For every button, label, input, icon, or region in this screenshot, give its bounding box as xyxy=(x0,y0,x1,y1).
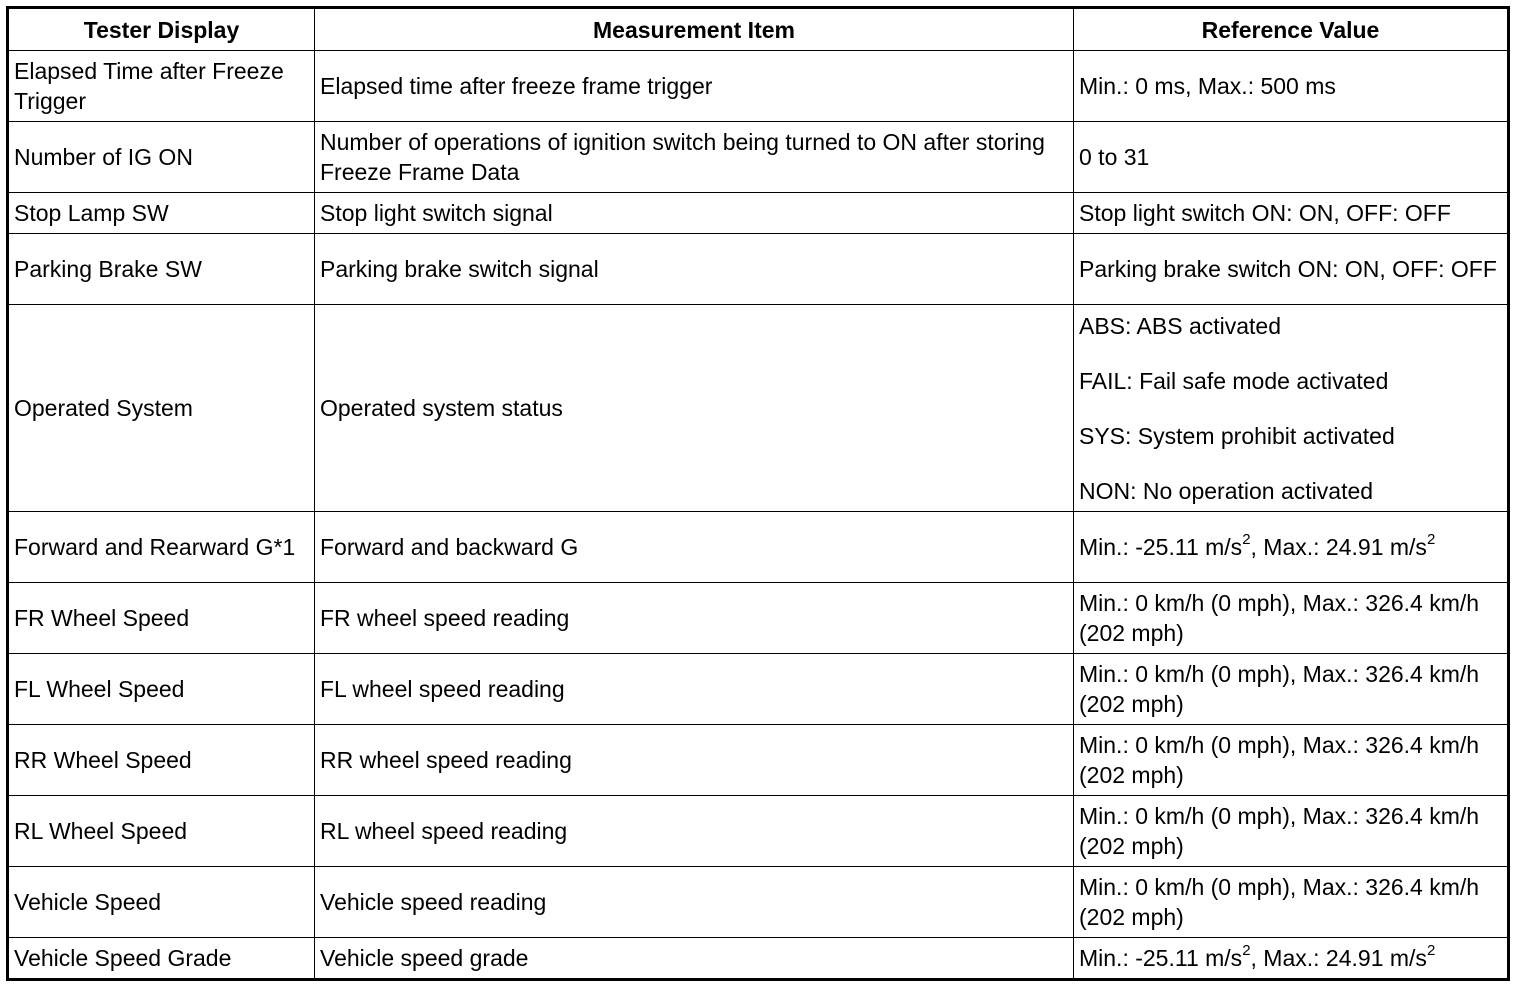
table-row xyxy=(8,654,1509,725)
cell-reference-value xyxy=(1074,938,1509,980)
cell-measurement-item: FL wheel speed reading xyxy=(315,654,1074,725)
table-row xyxy=(8,583,1509,654)
cell-tester-display: Number of IG ON xyxy=(8,122,315,193)
table-row xyxy=(8,796,1509,867)
data-list-table-container xyxy=(6,6,1507,981)
exponent: 2 xyxy=(1242,531,1251,549)
cell-measurement-item: FR wheel speed reading xyxy=(315,583,1074,654)
cell-tester-display: Forward and Rearward G*1 xyxy=(8,512,315,583)
reference-line: SYS: System prohibit activated xyxy=(1079,422,1395,449)
cell-measurement-item: RR wheel speed reading xyxy=(315,725,1074,796)
cell-reference-value xyxy=(1074,305,1509,512)
reference-text: Min.: -25.11 m/s xyxy=(1079,945,1243,971)
cell-reference-value: Min.: 0 km/h (0 mph), Max.: 326.4 km/h (202 mph) xyxy=(1074,796,1509,867)
cell-measurement-item: RL wheel speed reading xyxy=(315,796,1074,867)
cell-measurement-item: Forward and backward G xyxy=(315,512,1074,583)
cell-measurement-item: Elapsed time after freeze frame trigger xyxy=(315,51,1074,122)
data-list-table xyxy=(6,6,1510,981)
cell-measurement-item: Vehicle speed reading xyxy=(315,867,1074,938)
cell-reference-value: Stop light switch ON: ON, OFF: OFF xyxy=(1074,193,1509,234)
cell-reference-value xyxy=(1074,512,1509,583)
cell-tester-display: FR Wheel Speed xyxy=(8,583,315,654)
reference-line: FAIL: Fail safe mode activated xyxy=(1079,367,1389,394)
cell-tester-display: Operated System xyxy=(8,305,315,512)
cell-reference-value: Parking brake switch ON: ON, OFF: OFF xyxy=(1074,234,1509,305)
cell-reference-value: Min.: 0 km/h (0 mph), Max.: 326.4 km/h (202 mph) xyxy=(1074,725,1509,796)
cell-tester-display: Vehicle Speed Grade xyxy=(8,938,315,980)
cell-reference-value: Min.: 0 km/h (0 mph), Max.: 326.4 km/h (202 mph) xyxy=(1074,654,1509,725)
header-reference-value: Reference Value xyxy=(1074,8,1509,51)
header-tester-display: Tester Display xyxy=(8,8,315,51)
cell-tester-display: Elapsed Time after Freeze Trigger xyxy=(8,51,315,122)
reference-text: Min.: -25.11 m/s xyxy=(1079,534,1243,560)
cell-tester-display: FL Wheel Speed xyxy=(8,654,315,725)
exponent: 2 xyxy=(1242,942,1251,960)
cell-tester-display: Stop Lamp SW xyxy=(8,193,315,234)
table-row xyxy=(8,512,1509,583)
cell-reference-value: Min.: 0 km/h (0 mph), Max.: 326.4 km/h (202 mph) xyxy=(1074,867,1509,938)
exponent: 2 xyxy=(1426,531,1436,549)
cell-tester-display: RR Wheel Speed xyxy=(8,725,315,796)
table-row xyxy=(8,193,1509,234)
cell-measurement-item: Stop light switch signal xyxy=(315,193,1074,234)
table-row xyxy=(8,938,1509,980)
table-row xyxy=(8,122,1509,193)
table-row xyxy=(8,305,1509,512)
table-row xyxy=(8,867,1509,938)
header-measurement-item: Measurement Item xyxy=(315,8,1074,51)
cell-measurement-item: Operated system status xyxy=(315,305,1074,512)
reference-line: ABS: ABS activated xyxy=(1079,312,1282,339)
exponent: 2 xyxy=(1426,942,1436,960)
cell-measurement-item: Vehicle speed grade xyxy=(315,938,1074,980)
reference-line: NON: No operation activated xyxy=(1079,477,1374,504)
cell-tester-display: Parking Brake SW xyxy=(8,234,315,305)
reference-text: , Max.: 24.91 m/s xyxy=(1250,534,1427,560)
cell-measurement-item: Number of operations of ignition switch being turned to ON after storing Freeze Frame Data xyxy=(315,122,1074,193)
cell-reference-value: Min.: 0 ms, Max.: 500 ms xyxy=(1074,51,1509,122)
cell-tester-display: Vehicle Speed xyxy=(8,867,315,938)
table-row xyxy=(8,234,1509,305)
header-row xyxy=(8,8,1509,51)
reference-text: , Max.: 24.91 m/s xyxy=(1250,945,1427,971)
cell-tester-display: RL Wheel Speed xyxy=(8,796,315,867)
cell-reference-value: Min.: 0 km/h (0 mph), Max.: 326.4 km/h (202 mph) xyxy=(1074,583,1509,654)
table-row xyxy=(8,725,1509,796)
cell-measurement-item: Parking brake switch signal xyxy=(315,234,1074,305)
cell-reference-value: 0 to 31 xyxy=(1074,122,1509,193)
table-row xyxy=(8,51,1509,122)
